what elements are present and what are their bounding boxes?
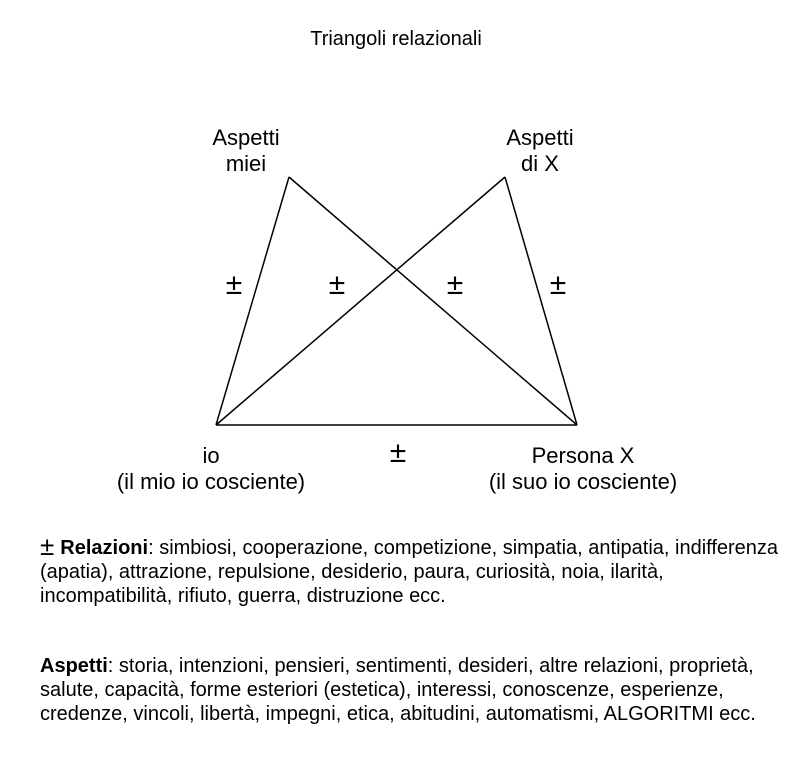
node-persona-x xyxy=(458,443,708,495)
relation-symbol-cross-left: ± xyxy=(328,268,346,301)
edge-aspetti-miei-persona-x xyxy=(289,177,577,425)
legend-aspetti-text: : storia, intenzioni, pensieri, sentimenti, desideri, altre relazioni, proprietà, salute, capacità, forme esteriori (estetica), interessi, conoscenze, esperienze, credenze, vincoli, libertà, impegni, etica, abitudini, automatismi, ALGORITMI ecc. xyxy=(40,655,756,725)
node-persona-x-line2: (il suo io cosciente) xyxy=(488,469,678,494)
node-io-line2: (il mio io cosciente) xyxy=(116,469,306,494)
node-io xyxy=(86,443,336,495)
node-aspetti-miei-line2: miei xyxy=(225,151,267,176)
node-aspetti-miei xyxy=(196,125,296,177)
relation-symbol-bottom-edge: ± xyxy=(389,436,407,469)
legend-relazioni-text: : simbiosi, cooperazione, competizione, simpatia, antipatia, indifferenza (apatia), attrazione, repulsione, desiderio, paura, curiosità, noia, ilarità, incompatibilità, rifiuto, guerra, distruzione ecc. xyxy=(40,537,779,607)
edge-aspetti-x-persona-x xyxy=(505,177,577,425)
relation-symbol-left-edge: ± xyxy=(225,268,243,301)
legend-aspetti-term: Aspetti xyxy=(40,655,108,677)
diagram-title: Triangoli relazionali xyxy=(310,28,482,50)
edge-aspetti-x-io xyxy=(216,177,505,425)
legend-relazioni-term: Relazioni xyxy=(60,537,149,559)
relation-symbol-right-edge: ± xyxy=(549,268,567,301)
node-aspetti-miei-line1: Aspetti xyxy=(212,125,280,150)
node-aspetti-x-line2: di X xyxy=(521,151,559,176)
edge-aspetti-miei-io xyxy=(216,177,289,425)
legend-relazioni xyxy=(40,531,780,608)
node-aspetti-x xyxy=(490,125,590,177)
node-io-line1: io xyxy=(202,443,220,468)
node-persona-x-line1: Persona X xyxy=(531,443,635,468)
relation-symbol-cross-right: ± xyxy=(446,268,464,301)
legend-aspetti xyxy=(40,654,780,726)
legend-relazioni-symbol: ± xyxy=(40,531,55,561)
node-aspetti-x-line1: Aspetti xyxy=(506,125,574,150)
